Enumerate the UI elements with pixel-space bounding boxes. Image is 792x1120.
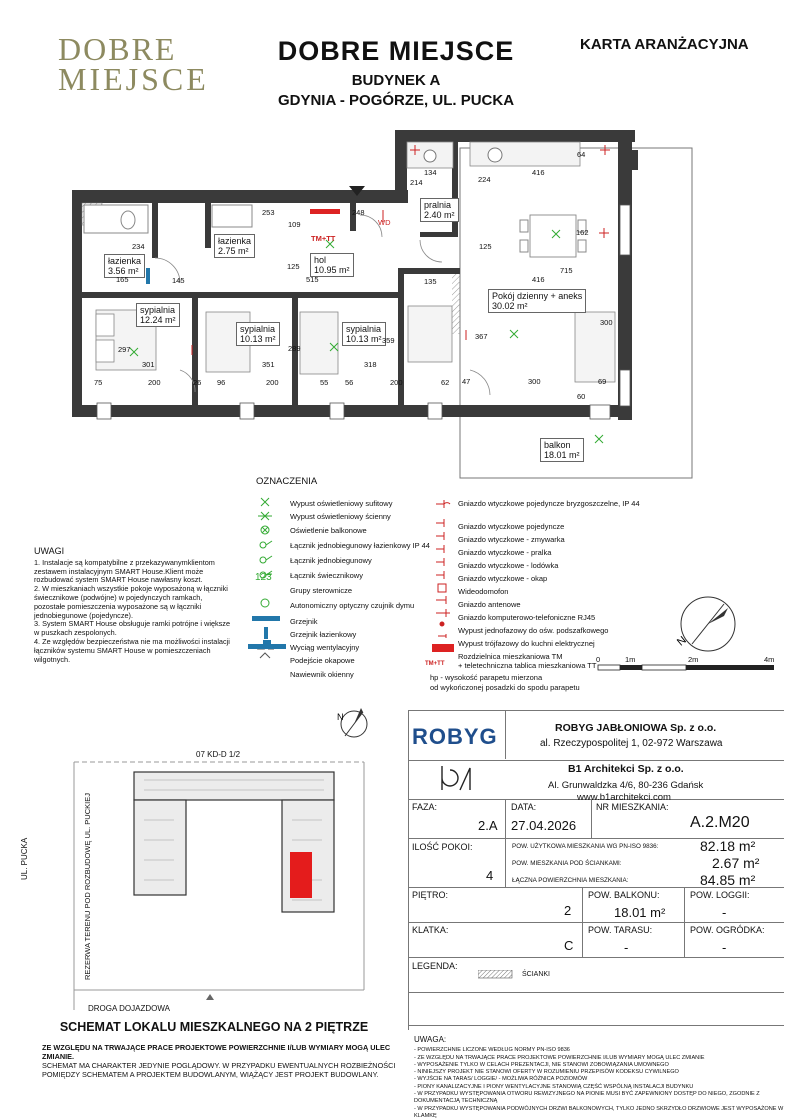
pu-value: 82.18 m² <box>700 838 756 854</box>
pl-label: ŁĄCZNA POWIERZCHNIA MIESZKANIA: <box>512 877 629 884</box>
legend-item: Gniazdo wtyczkowe pojedyncze bryzgoszczelne, IP 44 <box>458 499 640 508</box>
legend-item: + teletechniczna tablica mieszkaniowa TT <box>458 661 597 670</box>
legend-item: Gniazdo wtyczkowe - okap <box>458 574 548 583</box>
dim: 200 <box>266 378 279 387</box>
dim: 26 <box>193 378 202 387</box>
room-sypialnia-2: sypialnia 10.13 m² <box>236 322 280 346</box>
legend-item: Grzejnik <box>290 617 318 626</box>
dim: 56 <box>345 378 354 387</box>
uwaga-title: UWAGA: <box>414 1035 447 1044</box>
scale-label: 1m <box>625 655 636 664</box>
dim: 64 <box>577 150 586 159</box>
dim: 69 <box>598 377 607 386</box>
legend-right-symbols <box>430 496 456 656</box>
pu-label: POW. UŻYTKOWA MIESZKANIA WG PN-ISO 9836: <box>512 843 659 850</box>
legend-item: Gniazdo wtyczkowe - zmywarka <box>458 535 565 544</box>
dim: 297 <box>118 345 131 354</box>
scianki-label: ŚCIANKI <box>522 971 551 978</box>
legend-item: Podejście okapowe <box>290 656 355 665</box>
legend-item: Grzejnik łazienkowy <box>290 630 357 639</box>
pokoi-value: 4 <box>486 868 494 883</box>
site-compass-label <box>343 720 344 721</box>
dim: 135 <box>424 277 437 286</box>
compass-icon <box>670 594 740 656</box>
dim: 60 <box>577 392 586 401</box>
legend-item: Łącznik świecznikowy <box>290 571 363 580</box>
dim: 359 <box>382 336 395 345</box>
nr-value: A.2.M20 <box>690 814 750 831</box>
pietro-label: PIĘTRO: <box>412 890 449 900</box>
site-reserve: REZERWA TERENU POD ROZBUDOWĘ UL. PUCKIEJ <box>83 793 92 980</box>
room-sypialnia-1: sypialnia 12.24 m² <box>136 303 180 327</box>
klatka-label: KLATKA: <box>412 925 449 935</box>
legend-item: Wyciąg wentylacyjny <box>290 643 360 652</box>
legend-item: Wypust oświetleniowy sufitowy <box>290 499 393 508</box>
data-value: 27.04.2026 <box>511 818 577 833</box>
dim: 200 <box>390 378 403 387</box>
room-pralnia: pralnia 2.40 m² <box>420 198 459 222</box>
pl-value: 84.85 m² <box>700 872 756 888</box>
dim: 301 <box>142 360 155 369</box>
dim: 47 <box>462 377 471 386</box>
legend-item: Nawiewnik okienny <box>290 670 354 679</box>
dim: 300 <box>528 377 541 386</box>
schemat-note: SCHEMAT MA CHARAKTER JEDYNIE POGLĄDOWY. W PRZYPADKU EWENTUALNYCH ROZBIEŻNOŚCI POMIĘDZY SCHEMATEM A PROJEKTEM BUDOWLANYM, WIĄŻĄCY JEST PROJEKT BUDOWLANY. <box>42 1061 396 1079</box>
ps-label: POW. MIESZKANIA POD ŚCIANKAMI: <box>512 860 622 867</box>
site-road-top: 07 KD-D 1/2 <box>196 750 241 759</box>
scale-bar <box>596 660 776 674</box>
uwaga-item: - ZE WZGLĘDU NA TRWAJĄCE PRACE PROJEKTOWE POWIERZCHNIE I/LUB WYMIARY MOGĄ ULEC ZMIANIE <box>414 1054 705 1061</box>
room-sypialnia-3: sypialnia 10.13 m² <box>342 322 386 346</box>
wd-label: WD <box>378 218 391 227</box>
klatka-value: C <box>564 938 574 953</box>
legend-item: Gniazdo wtyczkowe pojedyncze <box>458 522 565 531</box>
svg-text:N: N <box>337 712 344 722</box>
dim: 125 <box>287 262 300 271</box>
dim: 55 <box>320 378 329 387</box>
dim: 318 <box>364 360 377 369</box>
legenda-label: LEGENDA: <box>412 961 458 971</box>
legend-item: Wypust jednofazowy do ośw. podszafkowego <box>458 626 609 635</box>
nawiewnik-symbol <box>248 640 288 654</box>
group-symbol: 123 <box>255 572 272 583</box>
hp-note-2: od wykończonej posadzki do spodu parapetu <box>430 683 580 692</box>
ps-value: 2.67 m² <box>712 855 760 871</box>
room-balkon: balkon 18.01 m² <box>540 438 584 462</box>
legend-item: Łącznik jednobiegunowy łazienkowy IP 44 <box>290 541 430 550</box>
b1-address: Al. Grunwaldzka 4/6, 80-236 Gdańsk <box>548 780 704 791</box>
b1-web: www.b1architekci.com <box>577 792 671 803</box>
dim: 214 <box>410 178 423 187</box>
legend-item: Gniazdo antenowe <box>458 600 521 609</box>
dim: 96 <box>217 378 226 387</box>
robyg-logo: ROBYG <box>412 724 498 749</box>
loggia-value: - <box>722 905 727 920</box>
robyg-name: ROBYG JABŁONIOWA Sp. z o.o. <box>555 722 717 734</box>
hp-note-1: hp - wysokość parapetu mierzona <box>430 673 543 682</box>
uwagi-item: 2. W mieszkaniach wszystkie pokoje wyposażoną w łączniki świecznikowe (podwójne) w pojedynczych ramkach, pozostałe pomieszczenia wyposażone są w łączniki jednobiegunowe (pojedyncze). <box>34 584 228 620</box>
dim: 248 <box>352 208 365 217</box>
floor-plan <box>0 120 792 490</box>
dim: 145 <box>172 276 185 285</box>
scale-label: 0 <box>596 655 601 664</box>
dim: 351 <box>262 360 275 369</box>
uwaga-item: - W PRZYPADKU WYSTĘPOWANIA PODWÓJNYCH DRZWI BALKONOWYCH, TYLKO JEDNO SKRZYDŁO DRZWIOWE JEST WYPOSAŻONE W KLAMKĘ <box>414 1105 784 1119</box>
room-lazienka-2: łazienka 2.75 m² <box>214 234 255 258</box>
legend-item: Wypust oświetleniowy ścienny <box>290 512 391 521</box>
legend-item: Wideodomofon <box>458 587 509 596</box>
b1-logo-icon <box>438 764 472 794</box>
b1-name: B1 Architekci Sp. z o.o. <box>568 763 684 775</box>
legend-item: Oświetlenie balkonowe <box>290 526 367 535</box>
dim: 289 <box>288 344 301 353</box>
taras-label: POW. TARASU: <box>588 925 653 935</box>
schemat-notes <box>42 1043 402 1079</box>
dim: 224 <box>478 175 491 184</box>
dim: 367 <box>475 332 488 341</box>
site-road-bottom: DROGA DOJAZDOWA <box>88 1004 170 1013</box>
tm-tt-label: TM+TT <box>311 234 336 243</box>
uwagi-item: 1. Instalacje są kompatybilne z przekazywanymklientom zestawem instalacyjnym SMART House.Klient może rozbudować system SMART House nawłasny koszt. <box>34 557 215 585</box>
uwaga-item: - POWIERZCHNIE LICZONE WEDŁUG NORMY PN-ISO 9836 <box>414 1047 570 1054</box>
legend-item: Rozdzielnica mieszkaniowa TM <box>458 652 563 661</box>
dim: 253 <box>262 208 275 217</box>
doc-type: KARTA ARANŻACYJNA <box>580 36 749 53</box>
dim: 109 <box>288 220 301 229</box>
taras-value: - <box>624 940 629 955</box>
scale-label: 4m <box>764 655 775 664</box>
project-address: GDYNIA - POGÓRZE, UL. PUCKA <box>277 92 515 109</box>
legend-item: Grupy sterownicze <box>290 586 353 595</box>
legend-item: Gniazdo komputerowo-telefoniczne RJ45 <box>458 613 596 622</box>
ogrodek-value: - <box>722 940 727 955</box>
logo-line1: DOBRE <box>58 31 177 67</box>
loggia-label: POW. LOGGII: <box>690 890 750 900</box>
uwaga-box <box>414 1036 784 1120</box>
legend-item: Autonomiczny optyczny czujnik dymu <box>290 601 415 610</box>
room-pokoj-dzienny: Pokój dzienny + aneks 30.02 m² <box>488 289 586 313</box>
uwagi-item: 4. Ze względów bezpieczeństwa nie ma możliwości instalacji łączników systemu SMART House w pomieszczeniach wilgotnych. <box>34 636 230 664</box>
dim: 715 <box>560 266 573 275</box>
pietro-value: 2 <box>564 903 572 918</box>
room-lazienka-1: łazienka 3.56 m² <box>104 254 145 278</box>
dim: 75 <box>94 378 103 387</box>
dim: 300 <box>600 318 613 327</box>
tm-tt-legend-label: TM+TT <box>425 661 445 667</box>
uwagi-title: UWAGI <box>34 546 65 556</box>
dim: 515 <box>306 275 319 284</box>
legend-item: Gniazdo wtyczkowe - pralka <box>458 548 552 557</box>
room-hol: hol 10.95 m² <box>310 253 354 277</box>
dim: 416 <box>532 168 545 177</box>
uwaga-item: - W PRZYPADKU WYSTĘPOWANIA OTWORU REWIZYJNEGO NA PIONIE MUSI BYĆ ZAPEWNIONY DOSTĘP DO NIEGO, ZGODNIE Z DOKUMENTACJĄ TECHNICZNĄ <box>414 1091 760 1105</box>
dim: 162 <box>576 228 589 237</box>
logo-line2: MIEJSCE <box>58 61 209 97</box>
scale-label: 2m <box>688 655 699 664</box>
uwaga-item: - NINIEJSZY PROJEKT NIE STANOWI OFERTY W ROZUMIENIU PRZEPISÓW KODEKSU CYWILNEGO <box>414 1069 679 1076</box>
dim: 134 <box>424 168 437 177</box>
svg-text:N: N <box>674 634 689 649</box>
schemat-title: SCHEMAT LOKALU MIESZKALNEGO NA 2 PIĘTRZE <box>59 1020 369 1034</box>
nr-label: NR MIESZKANIA: <box>596 802 669 812</box>
dim: 125 <box>479 242 492 251</box>
legend-item: Łącznik jednobiegunowy <box>290 556 372 565</box>
uwaga-item: - WYJŚCIE NA TARAS/ LOGGIE/ - MOŻLIWA RÓŻNICA POZIOMÓW <box>414 1076 588 1083</box>
dim: 200 <box>148 378 161 387</box>
pokoi-label: ILOŚĆ POKOI: <box>412 842 473 852</box>
ogrodek-label: POW. OGRÓDKA: <box>690 925 765 935</box>
balkon-value: 18.01 m² <box>614 905 666 920</box>
project-title: DOBRE MIEJSCE <box>277 36 515 66</box>
balkon-label: POW. BALKONU: <box>588 890 660 900</box>
dim: 165 <box>116 275 129 284</box>
uwaga-item: - PIONY KANALIZACYJNE I PIONY WENTYLACYJNE STANOWIĄ CZĘŚĆ WSPÓLNĄ INSTALACJI BUDYNKU <box>414 1083 694 1090</box>
dim: 416 <box>532 275 545 284</box>
schemat-note-bold: ZE WZGLĘDU NA TRWAJĄCE PRACE PROJEKTOWE POWIERZCHNIE I/LUB WYMIARY MOGĄ ULEC ZMIANIE. <box>42 1043 391 1061</box>
uwagi-item: 3. System SMART House obsługuje ramki potrójne i większe w puszkach zespolonych. <box>34 619 231 638</box>
legend-item: Wypust trójfazowy do kuchni elektrycznej <box>458 639 595 648</box>
dim: 234 <box>132 242 145 251</box>
faza-value: 2.A <box>478 818 498 833</box>
oznaczenia-title: OZNACZENIA <box>256 476 318 487</box>
uwaga-item: - WYPOSAŻENIE TYLKO W CELACH PREZENTACJI, NIE STANOWI ZOBOWIĄZANIA UMOWNEGO <box>414 1061 669 1068</box>
faza-label: FAZA: <box>412 802 438 812</box>
dim: 62 <box>441 378 450 387</box>
robyg-address: al. Rzeczypospolitej 1, 02-972 Warszawa <box>540 738 723 749</box>
building-name: BUDYNEK A <box>351 72 441 89</box>
uwagi-notes <box>34 547 234 664</box>
data-label: DATA: <box>511 802 537 812</box>
scianki-swatch <box>478 970 514 979</box>
legend-item: Gniazdo wtyczkowe - lodówka <box>458 561 559 570</box>
site-street-left: UL. PUCKA <box>20 837 29 880</box>
